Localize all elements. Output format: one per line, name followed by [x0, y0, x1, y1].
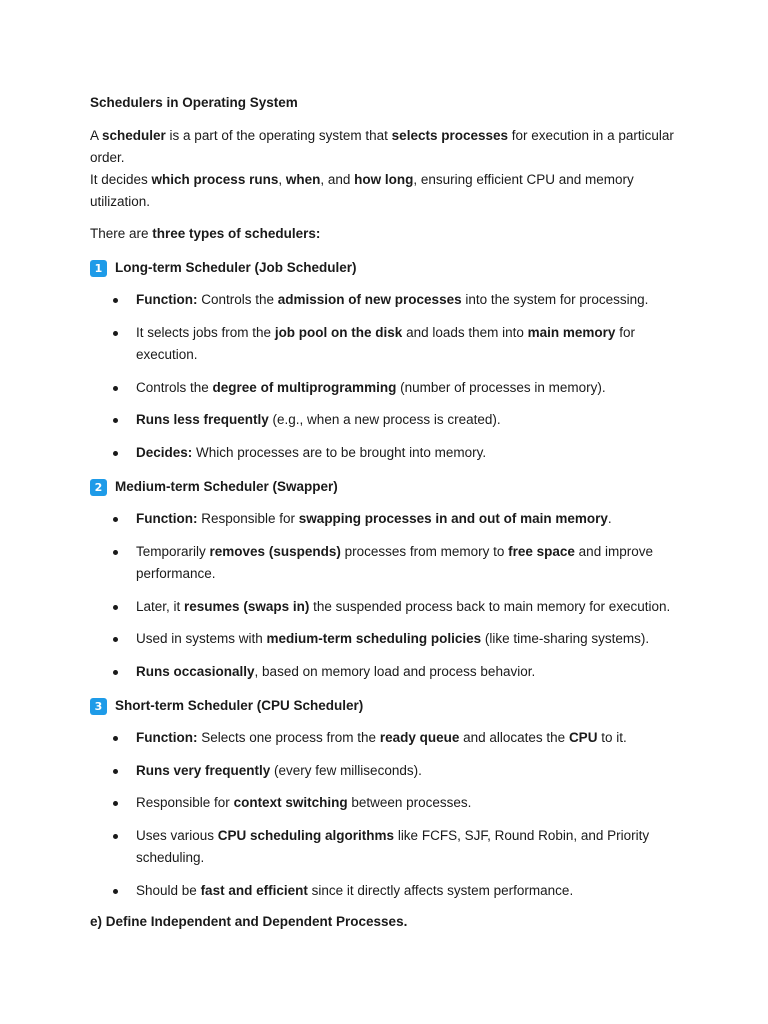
section-heading [90, 477, 690, 497]
number-badge-icon: 1 [90, 260, 107, 277]
bold-text: Function: [136, 292, 198, 307]
bold-text: Function: [136, 730, 198, 745]
list-item [90, 508, 690, 531]
bullet-dot-icon [113, 801, 118, 806]
number-badge-icon: 2 [90, 479, 107, 496]
bold-text: medium-term scheduling policies [266, 631, 482, 646]
text-run: It selects jobs from the [136, 324, 275, 340]
bullet-list [90, 289, 690, 464]
text-run: Responsible for [136, 795, 234, 810]
text-run: , [278, 172, 286, 187]
list-item [90, 880, 690, 903]
bullet-list [90, 727, 690, 902]
bullet-dot-icon [113, 605, 118, 610]
bullet-dot-icon [113, 298, 118, 303]
section-heading-text: Short-term Scheduler (CPU Scheduler) [115, 698, 364, 713]
bold-text: Function: [136, 511, 198, 526]
bullet-dot-icon [113, 670, 118, 675]
bold-text: ready queue [379, 730, 460, 745]
document-title: Schedulers in Operating System [90, 95, 298, 110]
bold-text: Decides: [136, 444, 193, 460]
bold-text: how long [354, 172, 414, 187]
text-run: processes from memory to [340, 543, 509, 559]
text-run: Temporarily [136, 543, 210, 559]
bold-text: job pool on the disk [274, 324, 403, 340]
text-run: Responsible for [197, 511, 299, 526]
bullet-dot-icon [113, 834, 118, 839]
text-run: since it directly affects system performance. [307, 882, 574, 898]
intro-paragraph-1 [90, 125, 690, 169]
text-run: Later, it [136, 598, 185, 614]
bold-text: selects processes [391, 128, 509, 143]
section-heading-text: Long-term Scheduler (Job Scheduler) [115, 260, 357, 275]
bold-text: fast and efficient [200, 882, 308, 898]
list-item [90, 661, 690, 684]
text-run: like FCFS, SJF, Round Robin, and Priority scheduling. [136, 827, 650, 865]
text-run: . [607, 511, 612, 526]
text-run: (like time-sharing systems). [481, 631, 650, 646]
final-question-heading: e) Define Independent and Dependent Processes. [90, 914, 408, 929]
text-run: Controls the [136, 379, 213, 395]
list-item [90, 541, 690, 586]
text-run: , and [320, 172, 355, 187]
bullet-dot-icon [113, 637, 118, 642]
bullet-dot-icon [113, 331, 118, 336]
list-item [90, 628, 690, 651]
bold-text: free space [508, 543, 575, 559]
text-run: Should be [136, 882, 201, 898]
bullet-list [90, 508, 690, 683]
number-badge-icon: 3 [90, 698, 107, 715]
list-item [90, 825, 690, 870]
text-run: (e.g., when a new process is created). [268, 412, 501, 427]
bold-text: main memory [527, 324, 616, 340]
text-run: A [90, 128, 103, 143]
list-item [90, 409, 690, 432]
list-item [90, 760, 690, 783]
bullet-dot-icon [113, 386, 118, 391]
bullet-dot-icon [113, 889, 118, 894]
text-run: , based on memory load and process behavior. [254, 663, 536, 679]
text-run: and allocates the [459, 730, 569, 745]
text-run: Used in systems with [136, 631, 267, 646]
text-run: for execution. [136, 324, 635, 362]
bold-text: admission of new processes [277, 292, 462, 307]
text-run: and improve performance. [136, 543, 653, 581]
text-run: Controls the [197, 292, 278, 307]
intro-paragraph-2 [90, 169, 690, 213]
list-item [90, 596, 690, 619]
bold-text: Runs occasionally [136, 663, 255, 679]
document-page [90, 93, 690, 932]
text-run: between processes. [347, 795, 472, 810]
bold-text: CPU [568, 730, 598, 745]
text-run: It decides [90, 172, 152, 187]
text-run: Uses various [136, 827, 218, 843]
bold-text: three types of schedulers: [152, 226, 321, 241]
section-heading-text: Medium-term Scheduler (Swapper) [115, 479, 338, 494]
list-item [90, 727, 690, 750]
text-run: Selects one process from the [197, 730, 380, 745]
bullet-dot-icon [113, 550, 118, 555]
bold-text: scheduler [102, 128, 166, 143]
list-item [90, 289, 690, 312]
bullet-dot-icon [113, 517, 118, 522]
text-run: Which processes are to be brought into memory. [192, 444, 487, 460]
bold-text: context switching [233, 795, 348, 810]
section-heading [90, 696, 690, 716]
bold-text: Runs less frequently [136, 412, 269, 427]
text-run: for execution in a particular order. [90, 128, 674, 165]
bold-text: when [285, 172, 321, 187]
text-run: (number of processes in memory). [396, 379, 606, 395]
scheduler-sections [90, 258, 690, 902]
bold-text: swapping processes in and out of main memory [298, 511, 608, 526]
text-run: and loads them into [402, 324, 528, 340]
list-item [90, 792, 690, 815]
bold-text: resumes (swaps in) [184, 598, 310, 614]
bold-text: degree of multiprogramming [212, 379, 397, 395]
list-item [90, 377, 690, 400]
bold-text: Runs very frequently [136, 762, 271, 778]
text-run: , ensuring efficient CPU and memory utilization. [90, 172, 634, 209]
text-run: There are [90, 226, 153, 241]
intro-paragraph-3 [90, 223, 690, 245]
section-heading [90, 258, 690, 278]
bold-text: which process runs [151, 172, 279, 187]
bullet-dot-icon [113, 769, 118, 774]
bullet-dot-icon [113, 736, 118, 741]
text-run: (every few milliseconds). [270, 762, 422, 778]
bullet-dot-icon [113, 451, 118, 456]
text-run: is a part of the operating system that [165, 128, 392, 143]
text-run: into the system for processing. [461, 292, 649, 307]
bold-text: CPU scheduling algorithms [217, 827, 395, 843]
list-item [90, 322, 690, 367]
bold-text: removes (suspends) [209, 543, 341, 559]
bullet-dot-icon [113, 418, 118, 423]
text-run: to it. [597, 730, 627, 745]
text-run: the suspended process back to main memory for execution. [309, 598, 671, 614]
list-item [90, 442, 690, 465]
